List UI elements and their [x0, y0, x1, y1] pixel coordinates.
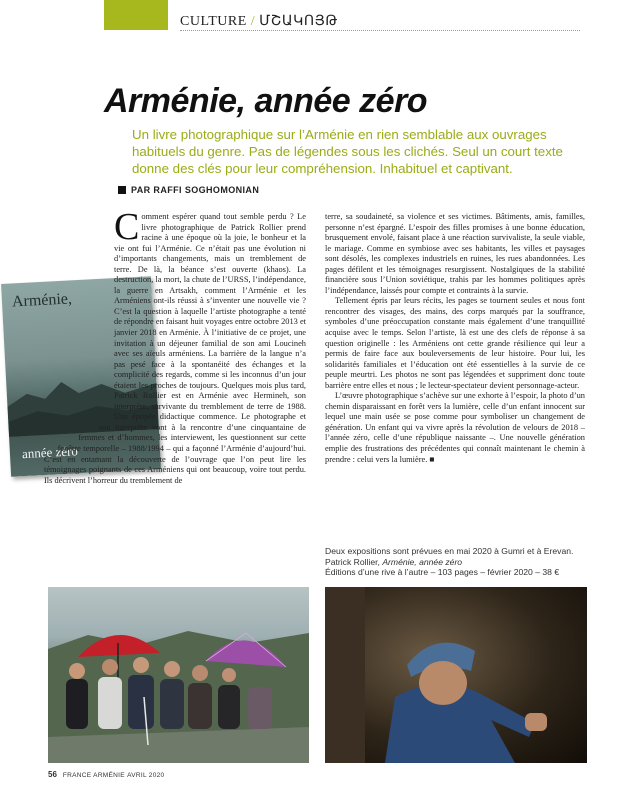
issue-date: AVRIL 2020: [127, 772, 165, 779]
section-separator: /: [250, 14, 256, 29]
caption-edition: Éditions d’une rive à l’autre – 103 pages – février 2020 – 38 €: [325, 567, 560, 578]
book-cover-subtitle: année zéro: [21, 443, 79, 462]
caption-book-title: Arménie, année zéro: [382, 556, 463, 567]
book-caption: [325, 546, 587, 578]
magazine-name: FRANCE ARMÉNIE: [62, 772, 125, 779]
left-column-text: omment espérer quand tout semble perdu ? Le livre photographique de Patrick Rollier prend racine à une époque où la joie, le bonheur et la vie ont fui l’Arménie. Ce n’était pas une évolution ni d’importants changements, mais un tremblement de terre. De là, la béance s’est ouverte (khaos). La destruction, la mort, la chute de l’URSS, l’indépendance, la guerre en Artsakh, comment l’Arménie et les Arméniens ont-ils réussi à s’inventer une nouvelle vie ? C’est la question à laquelle l’artiste photographe a tenté de répondre en faisant huit voyages entre octobre 2013 et janvier 2018 en Arménie. À l’initiative de ce projet, une invitation à un déjeuner familial de son ami Loucineh avec ses aïeuls arméniens. La barrière de la langue n’a pas pesé face à la spontanéité des échanges et la complicité des regards, comme si les inconnus d’un jour étaient les proches de toujours. Quelques mois plus tard, Patrick Rollier est en Arménie avec Hermineh, son interprète, survivante du tremblement de terre de 1988. Une épopée didactique commence. Le photographe et son interprète vont à la rencontre d’une cinquantaine de femmes et d’hommes, les interviewent, les questionnent sur cette fenêtre temporelle – 1988/1994 – qui a façonné l’Arménie d’aujourd’hui. C’est en entamant la découverte de l’ouvrage que l’on peut lire les témoignages poignants de ces Arméniens qui ont beaucoup, voire tout perdu. Ils décrivent l’horreur du tremblement de: [44, 212, 306, 485]
caption-author: Patrick Rollier,: [325, 556, 383, 567]
section-label-armenian: ՄՇԱԿՈՅԹ: [259, 14, 338, 29]
article-column-left: [44, 212, 306, 579]
right-column-paragraph-3: L’œuvre photographique s’achève sur une exhorte à l’espoir, la photo d’un chemin disparaissant en forêt vers la lumière, celle d’un enfant innocent sur lequel une main usée se pose comme pour symboliser un changement de génération. Un enfant qui va vivre après la révolution de velours de 2018 – l’année zéro, celle d’une république naissante –. Une nouvelle génération emplie des frustrations des précédentes qui connaît maintenant le chemin à prendre : celui vers la lumière. ■: [325, 391, 585, 464]
section-label: CULTURE: [180, 14, 247, 29]
byline-square-icon: [118, 186, 126, 194]
right-column-paragraph-1: terre, sa soudaineté, sa violence et ses victimes. Bâtiments, amis, familles, personne n’est épargné. L’espoir des filles promises à une bonne éducation, brusquement envolé, faisant place à une réaction survivaliste, la seule viable, le mariage. Comme en symbiose avec ses habitants, les villes et paysages sont désolés, les complexes industriels en ruines, les rues abandonnées. Les pages défilent et les témoignages resurgissent. Nostalgiques de la stabilité financière sous l’Union soviétique, trahis par les hommes politiques après l’indépendance, laissés pour compte et contraints à la survie.: [325, 212, 585, 295]
article-title: Arménie, année zéro: [104, 82, 428, 120]
photo-woman-illustration: [325, 587, 587, 763]
article-column-right: [325, 212, 585, 542]
photo-woman-headscarf: [325, 587, 587, 763]
page-number: 56: [48, 770, 57, 779]
byline: [118, 185, 259, 195]
article-lede: Un livre photographique sur l’Arménie en rien semblable aux ouvrages habituels du genre. Pas de légendes sous les clichés. Seul un court texte donne des clés pour leur compréhension. Inhabituel et captivant.: [132, 127, 563, 176]
caption-book-credit: [325, 557, 587, 568]
page-footer: [48, 770, 164, 779]
section-color-tab: [104, 0, 168, 30]
caption-exhibitions: Deux expositions sont prévues en mai 2020 à Gumri et à Erevan.: [325, 546, 574, 556]
section-rule: [180, 30, 580, 31]
right-column-paragraph-2: Tellement épris par leurs récits, les pages se tournent seules et nous font rencontrer des visages, des mains, des corps marqués par la souffrance, symboles d’une préoccupation constante mais également d’une tranquillité acquise avec le temps. Selon l’artiste, là est une des clefs de réponse à sa question originelle : les Arméniens ont cette grande résilience qui leur a permis de faire face aux bouleversements de leur histoire. Pour lui, les solidarités familiales et l’éducation ont été essentielles à la survie de ce peuple meurtri. Les photos ne sont pas légendées et suppriment donc toute barrière entre elles et nous ; le lecteur-spectateur devient personnage-acteur.: [325, 296, 585, 390]
photo-group-with-umbrellas: [48, 587, 309, 763]
photo-umbrellas-illustration: [48, 587, 309, 763]
book-cover-title: Arménie,: [11, 290, 73, 311]
drop-cap: C: [114, 212, 140, 248]
byline-text: PAR RAFFI SOGHOMONIAN: [131, 185, 260, 195]
section-heading: [180, 13, 338, 30]
